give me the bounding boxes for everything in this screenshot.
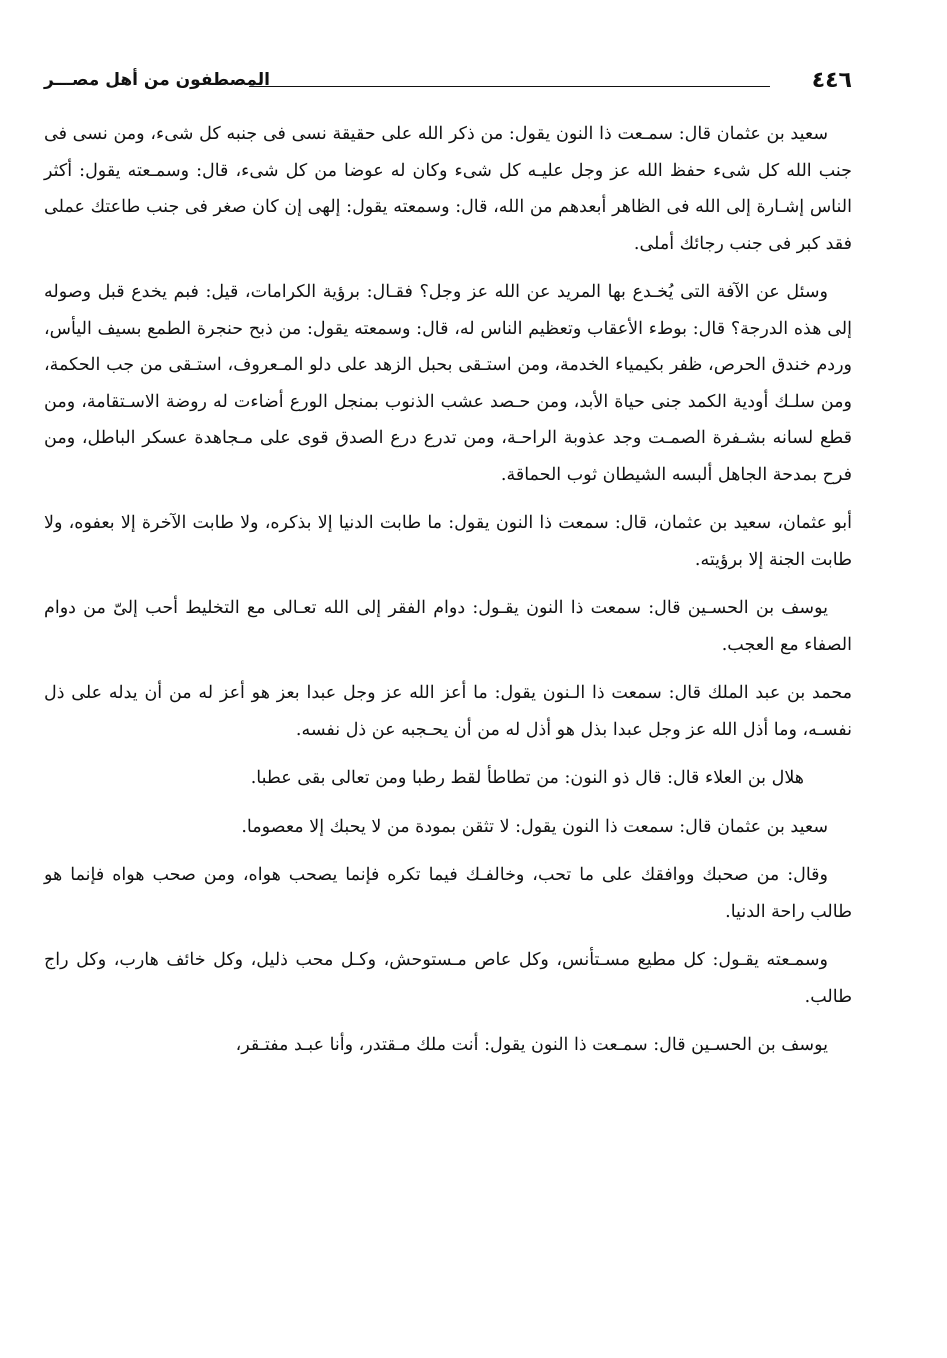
document-page bbox=[44, 62, 852, 1076]
paragraph: وقال: من صحبك ووافقك على ما تحب، وخالفـك فيما تكره فإنما يصحب هواه، ومن صحب هواه فإنما هو طالب راحة الدنيا. bbox=[44, 865, 852, 922]
paragraph: هلال بن العلاء قال: قال ذو النون: من تطاطأ لقط رطبا ومن تعالى بقى عطبا. bbox=[250, 768, 804, 788]
paragraph: وسمـعته يقـول: كل مطيع مسـتأنس، وكل عاص مـستوحش، وكـل محب ذليل، وكل خائف هارب، وكل راج طالب. bbox=[44, 950, 852, 1007]
paragraph: سعيد بن عثمان قال: سمعت ذا النون يقول: لا تثقن بمودة من لا يحبك إلا معصوما. bbox=[241, 816, 828, 837]
paragraph: وسئل عن الآفة التى يُخـدع بها المريد عن الله عز وجل؟ فقـال: برؤية الكرامات، قيل: فبم يخدع قبل وصوله إلى هذه الدرجة؟ قال: بوطء الأعقاب وتعظيم الناس له، قال: وسمعته يقول: من ذبح حنجرة الطمع بسيف اليأس، وردم خندق الحرص، ظفر بكيمياء الخدمة، ومن استـقى بحبل الزهد على دلو المـعروف، استـقى من جب الحكمة، ومن سلـك أودية الكمد جنى حياة الأبد، ومن حـصد عشب الذنوب بمنجل الورع أضاءت له روضة الاسـتقامة، ومن قطع لسانه بشـفرة الصمـت وجد عذوبة الراحـة، ومن تدرع درع الصدق قوى على مـجاهدة عسكر الباطل، ومن فرح بمدحة الجاهل ألبسه الشيطان ثوب الحماقة. bbox=[44, 282, 852, 485]
body-text bbox=[44, 116, 852, 1064]
paragraph: أبو عثمان، سعيد بن عثمان، قال: سمعت ذا النون يقول: ما طابت الدنيا إلا بذكره، ولا طابت الآخرة إلا بعفوه، ولا طابت الجنة إلا برؤيته. bbox=[44, 513, 852, 570]
header-rule bbox=[249, 86, 770, 87]
paragraph: محمد بن عبد الملك قال: سمعت ذا الـنون يقول: ما أعز الله عز وجل عبدا بعز هو أعز له من أن يدله على ذل نفسـه، وما أذل الله عز وجل عبدا بذل هو أذل له من أن يحـجبه عن ذل نفسه. bbox=[44, 683, 852, 740]
page-header bbox=[44, 62, 852, 102]
running-title: المصطفون من أهل مصـــر bbox=[44, 70, 270, 90]
page-number: ٤٤٦ bbox=[811, 68, 852, 93]
paragraph: سعيد بن عثمان قال: سمـعت ذا النون يقول: من ذكر الله على حقيقة نسى فى جنبه كل شىء، ومن نسى فى جنب الله كل شىء حفظ الله عز وجل عليـه كل شىء وكان له عوضا من كل شىء، قال: وسمـعته يقول: أكثر الناس إشـارة إلى الله فى الظاهر أبعدهم من الله، قال: وسمعته يقول: إلهى إن كان صغر فى جنب طاعتك عملى فقد كبر فى جنب رجائك أملى. bbox=[44, 124, 852, 254]
paragraph: يوسف بن الحسـين قال: سمعت ذا النون يقـول: دوام الفقر إلى الله تعـالى مع التخليط أحب إلىّ من دوام الصفاء مع العجب. bbox=[44, 598, 852, 655]
paragraph: يوسف بن الحسـين قال: سمـعت ذا النون يقول: أنت ملك مـقتدر، وأنا عبـد مفتـقر، bbox=[235, 1035, 828, 1055]
